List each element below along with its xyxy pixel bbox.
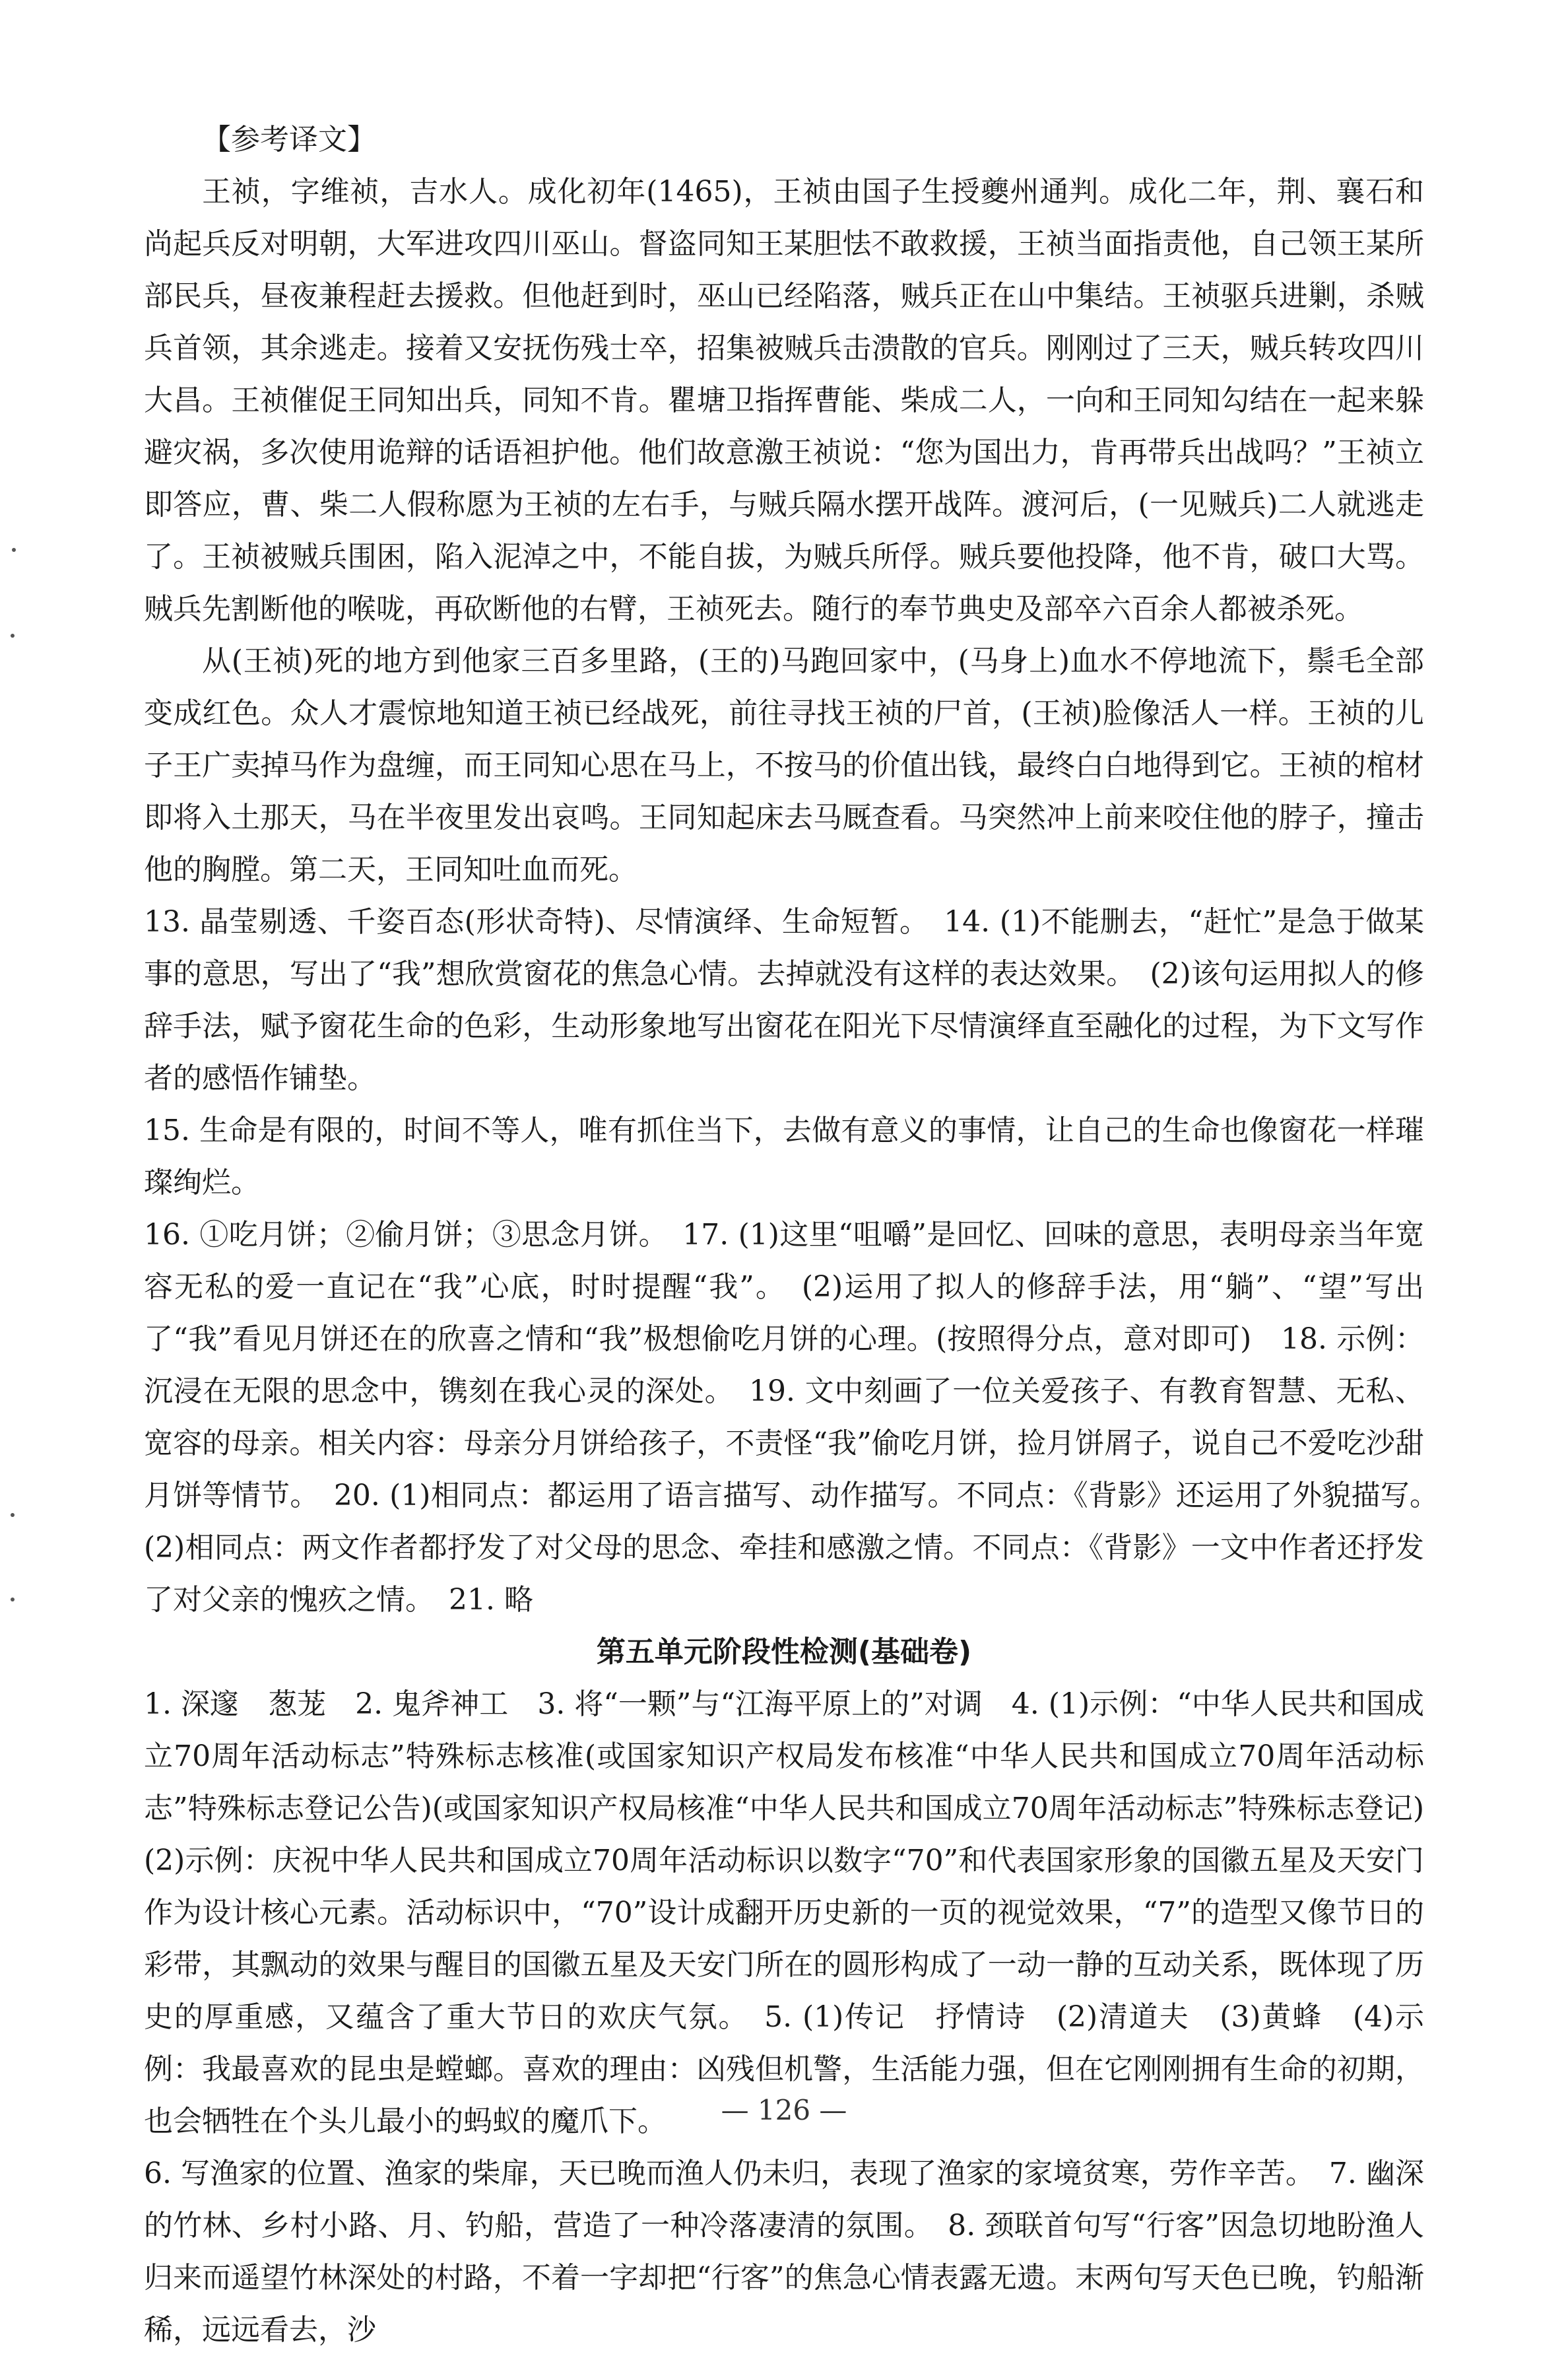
reference-heading: 【参考译文】: [202, 123, 376, 156]
page-content: [144, 114, 1453, 2356]
reference-paragraph-1: 王祯，字维祯，吉水人。成化初年(1465)，王祯由国子生授夔州通判。成化二年，荆、襄石和尚起兵反对明朝，大军进攻四川巫山。督盗同知王某胆怯不敢救援，王祯当面指责他，自己领王某所部民兵，昼夜兼程赶去援救。但他赶到时，巫山已经陷落，贼兵正在山中集结。王祯驱兵进剿，杀贼兵首领，其余逃走。接着又安抚伤残士卒，招集被贼兵击溃散的官兵。刚刚过了三天，贼兵转攻四川大昌。王祯催促王同知出兵，同知不肯。瞿塘卫指挥曹能、柴成二人，一向和王同知勾结在一起来躲避灾祸，多次使用诡辩的话语袒护他。他们故意激王祯说：“您为国出力，肯再带兵出战吗？”王祯立即答应，曹、柴二人假称愿为王祯的左右手，与贼兵隔水摆开战阵。渡河后，(一见贼兵)二人就逃走了。王祯被贼兵围困，陷入泥淖之中，不能自拔，为贼兵所俘。贼兵要他投降，他不肯，破口大骂。贼兵先割断他的喉咙，再砍断他的右臂，王祯死去。随行的奉节典史及部卒六百余人都被杀死。: [144, 175, 1424, 626]
scan-speck: [11, 634, 15, 638]
page-number: — 126 —: [721, 2094, 847, 2126]
scan-speck: [12, 548, 16, 552]
answer-block-15: 15. 生命是有限的，时间不等人，唯有抓住当下，去做有意义的事情，让自己的生命也像窗花一样璀璨绚烂。: [144, 1114, 1424, 1199]
section-title: 第五单元阶段性检测(基础卷): [596, 1635, 972, 1669]
scan-speck: [11, 1598, 15, 1601]
scan-speck: [11, 1513, 15, 1517]
reference-paragraph-2: 从(王祯)死的地方到他家三百多里路，(王的)马跑回家中，(马身上)血水不停地流下，鬃毛全部变成红色。众人才震惊地知道王祯已经战死，前往寻找王祯的尸首，(王祯)脸像活人一样。王祯的儿子王广卖掉马作为盘缠，而王同知心思在马上，不按马的价值出钱，最终白白地得到它。王祯的棺材即将入土那天，马在半夜里发出哀鸣。王同知起床去马厩查看。马突然冲上前来咬住他的脖子，撞击他的胸膛。第二天，王同知吐血而死。: [144, 644, 1424, 887]
answer-block-6-8: 6. 写渔家的位置、渔家的柴扉，天已晚而渔人仍未归，表现了渔家的家境贫寒，劳作辛苦。 7. 幽深的竹林、乡村小路、月、钓船，营造了一种冷落凄清的氛围。 8. 颈联首句写“行客”因急切地盼渔人归来而遥望竹林深处的村路，不着一字却把“行客”的焦急心情表露无遗。末两句写天色已晚，钓船渐稀，远远看去，沙: [144, 2157, 1424, 2347]
answer-block-1-5: 1. 深邃 葱茏 2. 鬼斧神工 3. 将“一颗”与“江海平原上的”对调 4. (1)示例：“中华人民共和国成立70周年活动标志”特殊标志核准(或国家知识产权局发布核准“中华人民共和国成立70周年活动标志”特殊标志登记公告)(或国家知识产权局核准“中华人民共和国成立70周年活动标志”特殊标志登记) (2)示例：庆祝中华人民共和国成立70周年活动标识以数字“70”和代表国家形象的国徽五星及天安门作为设计核心元素。活动标识中，“70”设计成翻开历史新的一页的视觉效果，“7”的造型又像节日的彩带，其飘动的效果与醒目的国徽五星及天安门所在的圆形构成了一动一静的互动关系，既体现了历史的厚重感，又蕴含了重大节日的欢庆气氛。 5. (1)传记 抒情诗 (2)清道夫 (3)黄蜂 (4)示例：我最喜欢的昆虫是螳螂。喜欢的理由：凶残但机警，生活能力强，但在它刚刚拥有生命的初期，也会牺牲在个头儿最小的蚂蚁的魔爪下。: [144, 1687, 1453, 2138]
answer-block-16-21: 16. ①吃月饼；②偷月饼；③思念月饼。 17. (1)这里“咀嚼”是回忆、回味的意思，表明母亲当年宽容无私的爱一直记在“我”心底，时时提醒“我”。 (2)运用了拟人的修辞手法，用“躺”、“望”写出了“我”看见月饼还在的欣喜之情和“我”极想偷吃月饼的心理。(按照得分点，意对即可) 18. 示例：沉浸在无限的思念中，镌刻在我心灵的深处。 19. 文中刻画了一位关爱孩子、有教育智慧、无私、宽容的母亲。相关内容：母亲分月饼给孩子，不责怪“我”偷吃月饼，捡月饼屑子，说自己不爱吃沙甜月饼等情节。 20. (1)相同点：都运用了语言描写、动作描写。不同点：《背影》还运用了外貌描写。 (2)相同点：两文作者都抒发了对父母的思念、牵挂和感激之情。不同点：《背影》一文中作者还抒发了对父亲的愧疚之情。 21. 略: [144, 1218, 1453, 1617]
answer-block-13-14: 13. 晶莹剔透、千姿百态(形状奇特)、尽情演绎、生命短暂。 14. (1)不能删去，“赶忙”是急于做某事的意思，写出了“我”想欣赏窗花的焦急心情。去掉就没有这样的表达效果。 (2)该句运用拟人的修辞手法，赋予窗花生命的色彩，生动形象地写出窗花在阳光下尽情演绎直至融化的过程，为下文写作者的感悟作铺垫。: [144, 905, 1424, 1095]
